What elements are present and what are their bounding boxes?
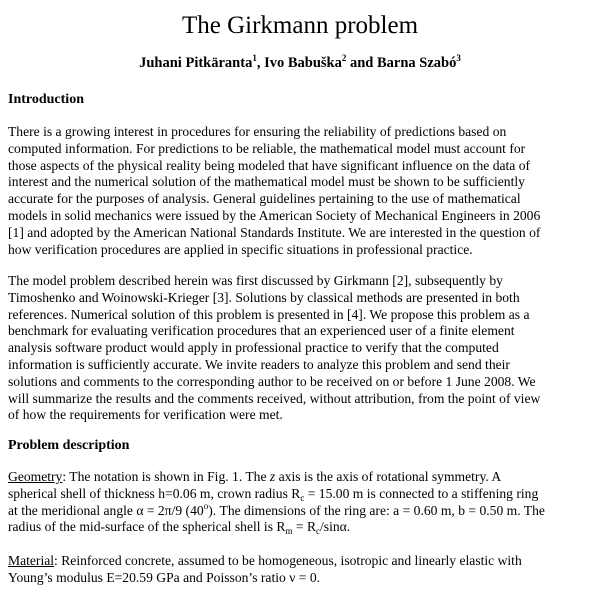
text-line: will summarize the results and the comments received, without attribution, from the point of view xyxy=(8,390,541,406)
text-line: The model problem described herein was first discussed by Girkmann [2], subsequently by xyxy=(8,273,503,288)
author-affiliation-mark: 1 xyxy=(252,53,257,63)
text-line xyxy=(8,486,598,503)
author-affiliation-mark: 3 xyxy=(456,53,461,63)
author-name: Juhani Pitkäranta xyxy=(139,55,253,71)
text-line xyxy=(8,500,598,520)
intro-paragraph-1 xyxy=(8,124,598,258)
text-line: computed information. For predictions to be reliable, the mathematical model must account for xyxy=(8,140,526,156)
geometry-label: Geometry xyxy=(8,469,63,484)
text-line: of how the requirements for verification were met. xyxy=(8,407,283,423)
z-axis-symbol: z xyxy=(269,469,276,484)
text-run: at the meridional angle α = 2π/9 (40 xyxy=(8,502,204,518)
text-line: analysis software product would apply in professional practice to verify that the computed xyxy=(8,340,499,356)
author-name: Ivo Babuška xyxy=(264,55,342,71)
text-run: ). The dimensions of the ring are: a = 0.60 m, b = 0.50 m. The xyxy=(208,502,545,518)
text-line: benchmark for evaluating verification procedures that an experienced user of a finite element xyxy=(8,323,515,339)
text-line: models in solid mechanics were issued by the American Society of Mechanical Engineers in 2006 xyxy=(8,207,541,223)
subscript: c xyxy=(316,526,321,537)
author-separator: , xyxy=(256,55,265,71)
text-run: /sinα. xyxy=(320,519,351,535)
text-line: [1] and adopted by the American National Standards Institute. We are interested in the question of xyxy=(8,224,541,240)
author-name: Barna Szabó xyxy=(377,55,457,71)
material-paragraph xyxy=(8,553,598,587)
text-line: information is sufficiently accurate. We invite readers to analyze this problem and send their xyxy=(8,356,510,372)
text-line: those aspects of the physical reality being modeled that have significant influence on the data of xyxy=(8,157,531,173)
text-line: Timoshenko and Woinowski-Krieger [3]. Solutions by classical methods are presented in both xyxy=(8,289,520,305)
section-heading-introduction: Introduction xyxy=(8,92,84,107)
section-heading-problem-description: Problem description xyxy=(8,438,130,453)
text-run: axis is the axis of rotational symmetry. A xyxy=(275,469,502,484)
text-line: references. Numerical solution of this problem is presented in [4]. We propose this problem as a xyxy=(8,306,530,322)
text-line: There is a growing interest in procedures for ensuring the reliability of predictions based on xyxy=(8,124,507,139)
text-line: Young’s modulus E=20.59 GPa and Poisson’s ratio ν = 0. xyxy=(8,569,321,585)
degree-superscript: o xyxy=(203,500,209,511)
author-line xyxy=(0,53,600,73)
author-conjunction: and xyxy=(346,55,377,71)
text-run: = 15.00 m is connected to a stiffening ring xyxy=(304,485,539,501)
text-line xyxy=(8,553,598,570)
text-run: : The notation is shown in Fig. 1. The xyxy=(62,469,270,484)
text-line: how verification procedures are applied in specific situations in professional practice. xyxy=(8,241,473,257)
text-run: spherical shell of thickness h=0.06 m, crown radius R xyxy=(8,485,301,501)
text-run: = R xyxy=(292,519,317,535)
text-line: solutions and comments to the corresponding author to be received on or before 1 June 2008. We xyxy=(8,373,536,389)
geometry-paragraph xyxy=(8,469,598,536)
subscript: c xyxy=(300,492,305,503)
subscript: m xyxy=(285,526,293,537)
author-affiliation-mark: 2 xyxy=(341,53,347,63)
text-line xyxy=(8,519,598,536)
intro-paragraph-2 xyxy=(8,273,598,424)
text-line xyxy=(8,469,598,486)
text-run: radius of the mid-surface of the spherical shell is R xyxy=(8,519,286,535)
paper-title: The Girkmann problem xyxy=(181,12,419,39)
text-run: : Reinforced concrete, assumed to be homogeneous, isotropic and linearly elastic with xyxy=(54,553,522,568)
text-line: interest and the numerical solution of the mathematical model must be shown to be sufficiently xyxy=(8,174,525,190)
material-label: Material xyxy=(8,553,55,568)
text-line: accurate for the purposes of analysis. General guidelines pertaining to the use of mathematical xyxy=(8,191,521,207)
